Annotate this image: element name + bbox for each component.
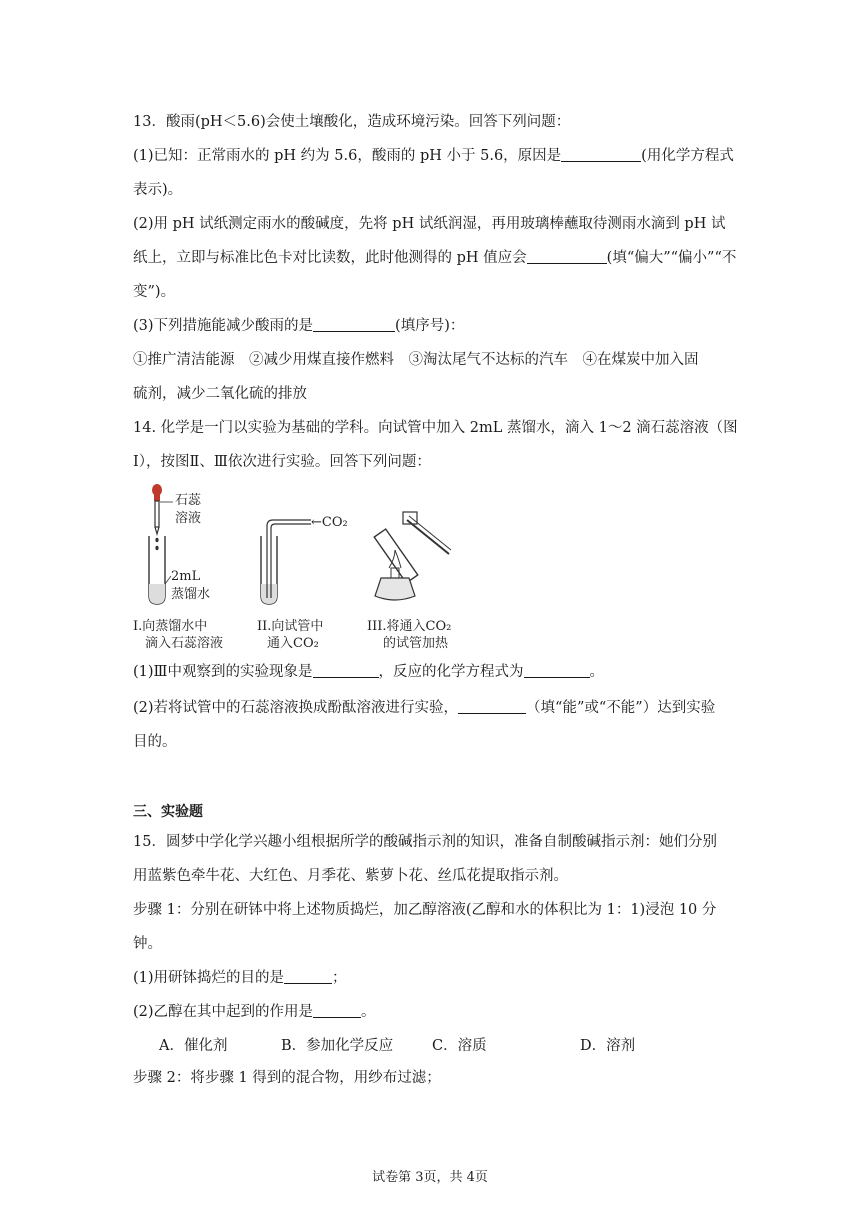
q13-part1 [133,146,734,166]
q13-part3 [133,316,464,336]
q15-part2-text-b: 。 [361,1004,376,1020]
caption-3a: III.将通入CO₂ [367,619,452,634]
q13-part2-end: 变”)。 [133,284,176,300]
answer-blank[interactable] [313,1003,361,1018]
q14-stem-cont: Ⅰ），按图Ⅱ、Ⅲ依次进行实验。回答下列问题： [133,454,431,470]
label-water-2: 蒸馏水 [171,587,211,602]
option-b[interactable]: B．参加化学反应 [281,1038,394,1054]
answer-blank[interactable] [284,969,332,984]
q13-part1-text-b: (用化学方程式 [641,148,734,164]
q15-part1 [133,968,347,988]
caption-2a: II.向试管中 [257,619,324,634]
label-litmus-1: 石蕊 [175,493,202,508]
q13-options-cont: 硫剂，减少二氧化硫的排放 [133,386,307,402]
answer-blank[interactable] [313,317,395,332]
caption-1b: 滴入石蕊溶液 [145,636,224,651]
q13-options: ①推广清洁能源 ②减少用煤直接作燃料 ③淘汰尾气不达标的汽车 ④在煤炭中加入固 [133,352,699,368]
label-co2: ←CO₂ [311,515,348,530]
experiment-figure [133,480,493,656]
q15-part1-text: (1)用研钵捣烂的目的是 [133,970,285,986]
alcohol-lamp-icon [375,550,415,600]
q15-part2-text: (2)乙醇在其中起到的作用是 [133,1004,314,1020]
page-footer: 试卷第 3页，共 4页 [372,1170,488,1185]
q14-part1 [133,662,604,682]
test-tube-icon [261,536,277,604]
test-tube-clamp-icon [374,512,451,583]
option-d[interactable]: D．溶剂 [580,1038,636,1054]
answer-blank[interactable] [313,663,379,678]
q15-step1-cont: 钟。 [133,936,162,952]
q14-part2 [133,698,715,718]
q13-part3-text-b: (填序号)： [395,318,465,334]
q15-stem-cont: 用蓝紫色牵牛花、大红色、月季花、紫萝卜花、丝瓜花提取指示剂。 [133,868,568,884]
section-title: 三、实验题 [133,804,203,820]
q14-stem: 14. 化学是一门以实验为基础的学科。向试管中加入 2mL 蒸馏水，滴入 1～2 滴石蕊溶液（图 [133,420,738,436]
q15-part1-text-b: ； [332,970,347,986]
q14-part1-text: (1)Ⅲ中观察到的实验现象是 [133,664,313,680]
option-c[interactable]: C．溶质 [432,1038,487,1054]
q14-part2-cont: 目的。 [133,734,177,750]
q13-stem: 13．酸雨(pH＜5.6)会使土壤酸化，造成环境污染。回答下列问题： [133,114,571,130]
q14-part2-text: (2)若将试管中的石蕊溶液换成酚酞溶液进行实验， [133,700,459,716]
q15-part2 [133,1002,376,1022]
answer-blank[interactable] [561,147,641,162]
answer-blank[interactable] [458,699,526,714]
q15-step1: 步骤 1：分别在研钵中将上述物质捣烂，加乙醇溶液(乙醇和水的体积比为 1：1)浸泡 10 分 [133,902,717,918]
q14-part1-text-b: ，反应的化学方程式为 [378,664,524,680]
q13-part1-text: (1)已知：正常雨水的 pH 约为 5.6，酸雨的 pH 小于 5.6，原因是 [133,148,562,164]
q13-part2: (2)用 pH 试纸测定雨水的酸碱度，先将 pH 试纸润湿，再用玻璃棒蘸取待测雨水滴到 pH 试 [133,216,726,232]
label-litmus-2: 溶液 [175,511,202,526]
q13-part2-text: 纸上，立即与标准比色卡对比读数，此时他测得的 pH 值应会 [133,250,527,266]
q13-part1-cont: 表示)。 [133,182,183,198]
option-a[interactable]: A．催化剂 [159,1038,228,1054]
label-water-1: 2mL [171,569,201,584]
dropper-icon [152,484,162,550]
answer-blank[interactable] [524,663,590,678]
caption-1a: Ⅰ.向蒸馏水中 [133,619,208,634]
q14-part1-text-c: 。 [589,664,605,680]
q15-step2: 步骤 2：将步骤 1 得到的混合物，用纱布过滤； [133,1070,441,1086]
q13-part2-cont [133,248,736,268]
answer-blank[interactable] [527,249,607,264]
caption-3b: 的试管加热 [383,636,449,651]
q15-stem: 15．圆梦中学化学兴趣小组根据所学的酸碱指示剂的知识，准备自制酸碱指示剂：她们分别 [133,834,717,850]
q14-part2-text-b: （填“能”或“不能”）达到实验 [526,700,716,716]
q13-part3-text: (3)下列措施能减少酸雨的是 [133,318,314,334]
q13-part2-text-b: (填“偏大”“偏小”“不 [606,250,737,266]
caption-2b: 通入CO₂ [267,636,319,651]
